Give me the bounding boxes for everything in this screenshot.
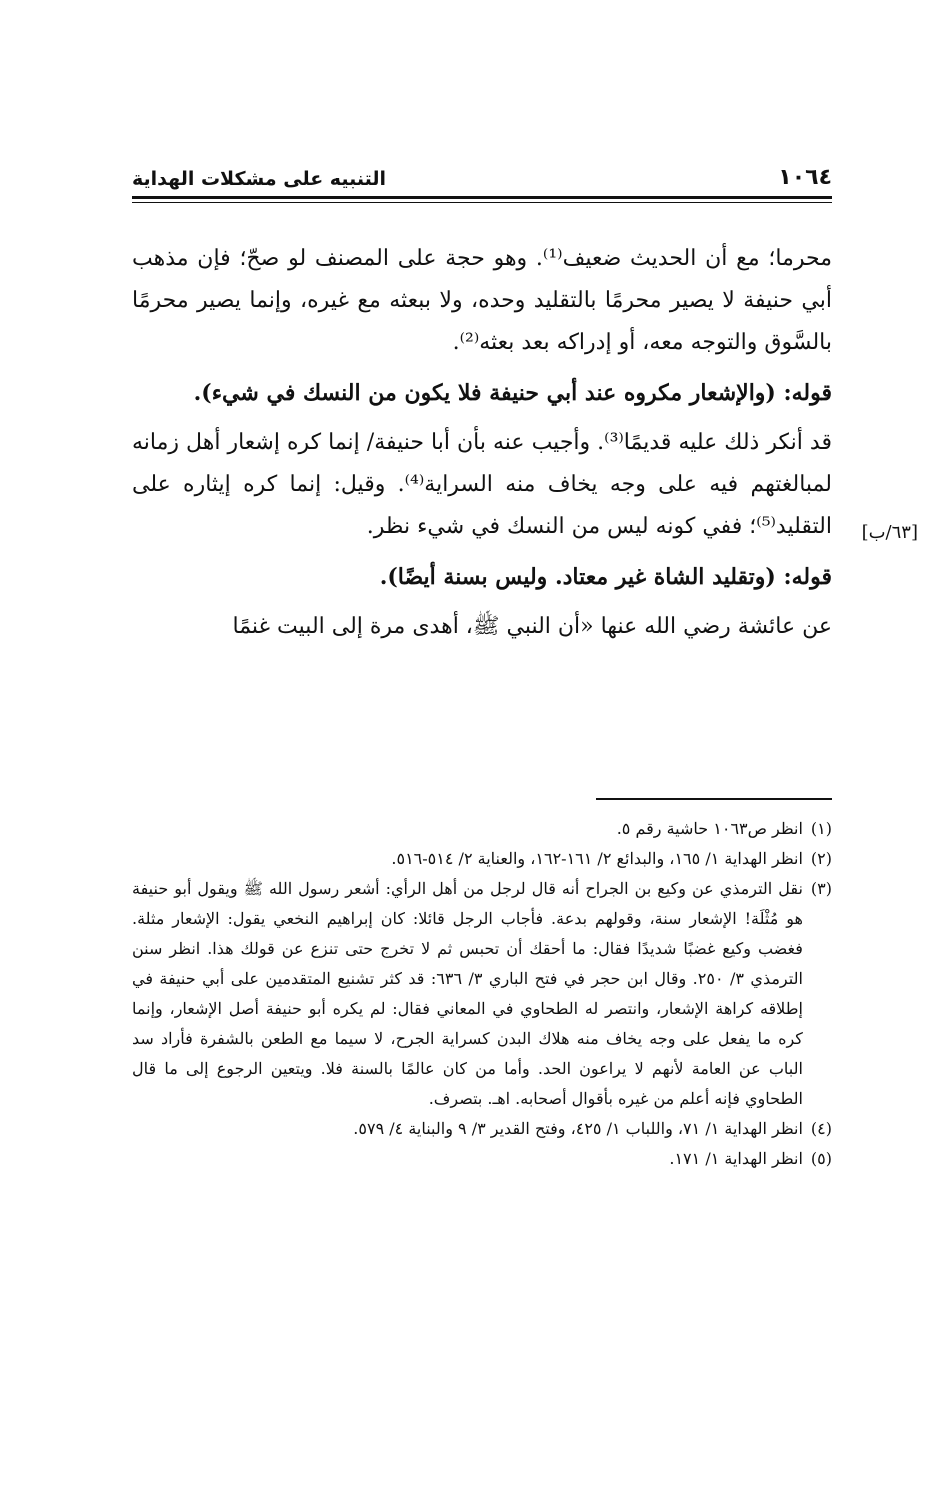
paragraph-3: عن عائشة رضي الله عنها «أن النبي ﷺ، أهدى مرة إلى البيت غنمًا	[232, 614, 832, 639]
footnote	[132, 814, 832, 844]
footnote-number: (١)	[810, 819, 832, 838]
footnote	[132, 1144, 832, 1174]
footnote-text: انظر الهداية ١/ ٧١، واللباب ١/ ٤٢٥، وفتح القدير ٣/ ٩ والبناية ٤/ ٥٧٩.	[353, 1119, 803, 1138]
footnote-separator	[596, 798, 832, 800]
paragraph-1: محرما؛ مع أن الحديث ضعيف⁽¹⁾. وهو حجة على المصنف لو صحّ؛ فإن مذهب أبي حنيفة لا يصير محرمًا بالتقليد وحده، ولا ببعثه مع غيره، وإنما يصير محرمًا بالسَّوق والتوجه معه، أو إدراكه بعد بعثه⁽²⁾.	[132, 246, 832, 355]
page-header	[132, 150, 832, 190]
quote-heading-2: قوله: (وتقليد الشاة غير معتاد. وليس بسنة أيضًا).	[379, 564, 832, 590]
quote-heading-1: قوله: (والإشعار مكروه عند أبي حنيفة فلا يكون من النسك في شيء).	[193, 380, 832, 406]
manuscript-folio-marker: [٦٣/ب]	[861, 522, 918, 543]
footnote-text: انظر الهداية ١/ ١٦٥، والبدائع ٢/ ١٦١-١٦٢، والعناية ٢/ ٥١٤-٥١٦.	[391, 849, 803, 868]
footnote-number: (٤)	[810, 1119, 832, 1138]
running-title: التنبيه على مشكلات الهداية	[132, 168, 386, 190]
page-number: ١٠٦٤	[778, 165, 832, 190]
footnote	[132, 844, 832, 874]
footnote-text: انظر ص١٠٦٣ حاشية رقم ٥.	[616, 819, 803, 838]
footnote	[132, 1114, 832, 1144]
main-text	[132, 238, 832, 656]
header-rule-thick	[132, 196, 832, 199]
footnote-number: (٢)	[810, 849, 832, 868]
footnote-number: (٥)	[810, 1149, 832, 1168]
footnote-number: (٣)	[810, 879, 832, 898]
footnote-text: انظر الهداية ١/ ١٧١.	[669, 1149, 803, 1168]
paragraph-2: قد أنكر ذلك عليه قديمًا⁽³⁾. وأجيب عنه بأن أبا حنيفة/ إنما كره إشعار أهل زمانه لمبالغتهم فيه على وجه يخاف منه السراية⁽⁴⁾. وقيل: إنما كره إيثاره على التقليد⁽⁵⁾؛ ففي كونه ليس من النسك في شيء نظر.	[132, 430, 832, 539]
footnotes	[132, 814, 832, 1174]
header-rule-thin	[132, 202, 832, 203]
footnote-text: نقل الترمذي عن وكيع بن الجراح أنه قال لرجل من أهل الرأي: أشعر رسول الله ﷺ ويقول أبو حنيفة هو مُثْلَة! الإشعار سنة، وقولهم بدعة. فأجاب الرجل قائلا: كان إبراهيم النخعي يقول: الإشعار مثلة. فغضب وكيع غضبًا شديدًا فقال: ما أحقك أن تحبس ثم لا تخرج حتى تنزع عن قولك هذا. انظر سنن الترمذي ٣/ ٢٥٠. وقال ابن حجر في فتح الباري ٣/ ٦٣٦: قد كثر تشنيع المتقدمين على أبي حنيفة في إطلاقه كراهة الإشعار، وانتصر له الطحاوي في المعاني فقال: لم يكره أبو حنيفة أصل الإشعار، وإنما كره ما يفعل على وجه يخاف منه هلاك البدن كسراية الجرح، لا سيما مع الطعن بالشفرة فأراد سد الباب عن العامة لأنهم لا يراعون الحد. وأما من كان عالمًا بالسنة فلا. ويتعين الرجوع إلى ما قال الطحاوي فإنه أعلم من غيره بأقوال أصحابه. اهـ. بتصرف.	[132, 879, 803, 1108]
footnote	[132, 874, 832, 1114]
